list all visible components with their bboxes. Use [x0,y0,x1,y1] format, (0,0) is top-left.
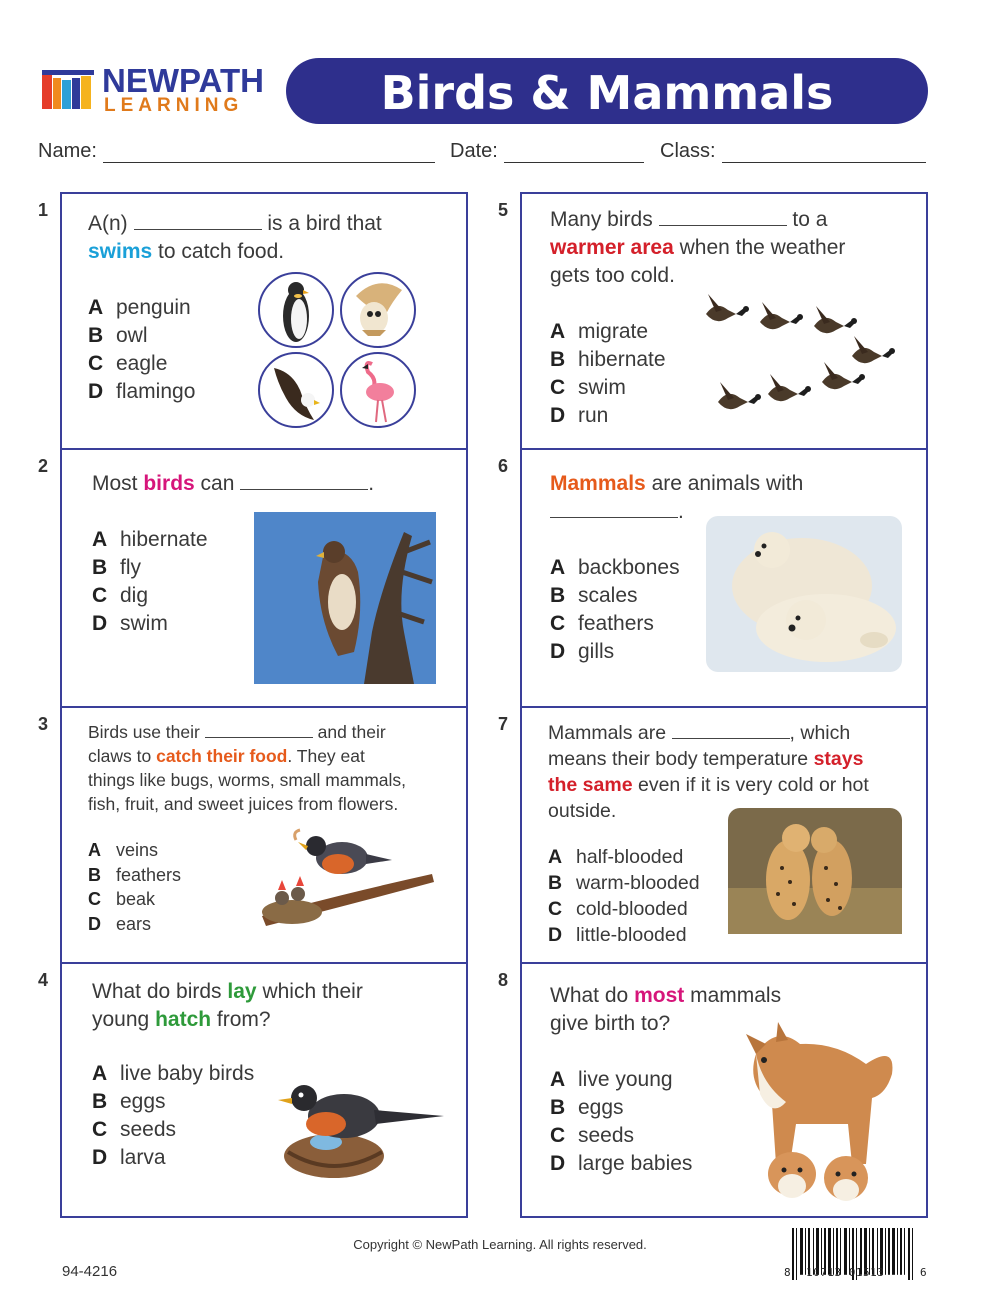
class-field[interactable] [660,140,926,163]
robin-feeding-chicks-illustration [252,824,442,940]
class-label: Class: [660,140,716,162]
penguin-icon [259,273,333,347]
cheetahs-photo [728,808,902,934]
question-card-4 [62,964,466,1216]
date-field[interactable] [450,140,644,163]
question-text: Mammals are animals with . [550,472,804,523]
answer-option-d[interactable]: D larva [92,1146,166,1169]
page-title: Birds & Mammals [380,66,834,120]
answer-options [92,526,208,638]
answer-option-c[interactable]: C swim [550,376,626,399]
migrating-geese-illustration [702,288,908,420]
barcode-digit-left: 8 [784,1266,791,1279]
answer-option-d[interactable]: D large babies [550,1152,693,1175]
question-text: Birds use their and their claws to catch their food. They eat things like bugs, worms, small mammals, fish, fruit, and sweet juices from flowers. [88,722,406,814]
question-card-7 [522,708,926,964]
collie-with-puppies-illustration [716,1014,906,1210]
answer-option-a[interactable]: A veins [88,840,159,860]
answer-option-d[interactable]: D little-blooded [548,924,687,946]
bird-circles-illustration [256,272,422,430]
answer-option-d[interactable]: D swim [92,612,168,635]
logo-subword: LEARNING [104,95,244,116]
eagle-icon [259,353,333,427]
hawk-photo [254,512,436,684]
question-number: 1 [38,200,49,220]
answer-option-b[interactable]: B eggs [550,1096,624,1119]
answer-option-b[interactable]: B scales [550,584,638,607]
bird-on-nest-illustration [274,1070,450,1190]
question-text: What do birds lay which their young hatch from? [92,980,363,1031]
answer-options [88,838,181,936]
question-number: 6 [498,456,509,476]
answer-option-c[interactable]: C dig [92,584,149,607]
answer-option-c[interactable]: C seeds [92,1118,177,1141]
question-number: 3 [38,714,49,734]
answer-option-a[interactable]: A live young [550,1068,673,1091]
newpath-logo [40,62,280,118]
answer-option-b[interactable]: B feathers [88,864,182,885]
copyright-notice: Copyright © NewPath Learning. All rights reserved. [353,1237,647,1252]
answer-option-b[interactable]: B hibernate [550,348,666,371]
question-card-5 [522,194,926,450]
answer-options [550,1066,692,1178]
answer-option-c[interactable]: C feathers [550,612,654,635]
question-text: Most birds can . [92,472,375,495]
question-card-6 [522,450,926,708]
left-question-column [60,192,468,1218]
owl-icon [341,273,415,347]
question-number: 5 [498,200,509,220]
answer-option-b[interactable]: B owl [88,324,148,347]
answer-option-b[interactable]: B warm-blooded [548,872,700,894]
question-text: Many birds to a warmer area when the weather gets too cold. [550,208,846,287]
question-card-3 [62,708,466,964]
answer-option-a[interactable]: A migrate [550,320,649,343]
answer-option-d[interactable]: D run [550,404,609,427]
question-card-8 [522,964,926,1216]
name-label: Name: [38,140,97,162]
answer-options [550,554,680,666]
answer-options [550,318,666,430]
answer-option-d[interactable]: D flamingo [88,380,196,403]
name-field[interactable] [38,140,435,163]
barcode-digit-right: 6 [920,1266,927,1279]
answer-option-b[interactable]: B fly [92,556,141,579]
answer-option-a[interactable]: A backbones [550,556,680,579]
books-logo-icon [40,66,96,112]
student-info-row [38,140,938,170]
question-number: 4 [38,970,49,990]
product-code: 94-4216 [62,1263,118,1280]
question-text: A(n) is a bird that swims to catch food. [88,212,382,263]
question-text: What do most mammals give birth to? [550,984,782,1035]
date-label: Date: [450,140,498,162]
logo-wordmark: NEWPATH [102,62,264,99]
question-card-2 [62,450,466,708]
answer-option-a[interactable]: A hibernate [92,528,208,551]
question-text: Mammals are , which means their body temperature stays the same even if it is very cold or hot outside. [548,722,869,822]
answer-options [92,1060,254,1172]
name-line [103,143,435,163]
title-banner [286,58,928,124]
polar-bears-photo [706,516,902,672]
right-question-column [520,192,928,1218]
answer-options [88,294,195,406]
answer-option-a[interactable]: A half-blooded [548,846,684,868]
answer-option-c[interactable]: C beak [88,889,156,909]
answer-option-d[interactable]: D ears [88,913,152,934]
question-number: 2 [38,456,49,476]
question-card-1 [62,194,466,450]
flamingo-icon [341,353,415,427]
question-number: 8 [498,970,509,990]
answer-option-c[interactable]: C eagle [88,352,168,375]
answer-option-c[interactable]: C seeds [550,1124,635,1147]
class-line [722,143,926,163]
date-line [504,143,644,163]
answer-options [548,844,700,948]
answer-option-a[interactable]: A penguin [88,296,191,319]
barcode-digits-middle: 10713 01513 [806,1266,885,1279]
answer-option-a[interactable]: A live baby birds [92,1062,255,1085]
answer-option-c[interactable]: C cold-blooded [548,898,688,920]
question-number: 7 [498,714,509,734]
answer-option-b[interactable]: B eggs [92,1090,166,1113]
answer-option-d[interactable]: D gills [550,640,615,663]
